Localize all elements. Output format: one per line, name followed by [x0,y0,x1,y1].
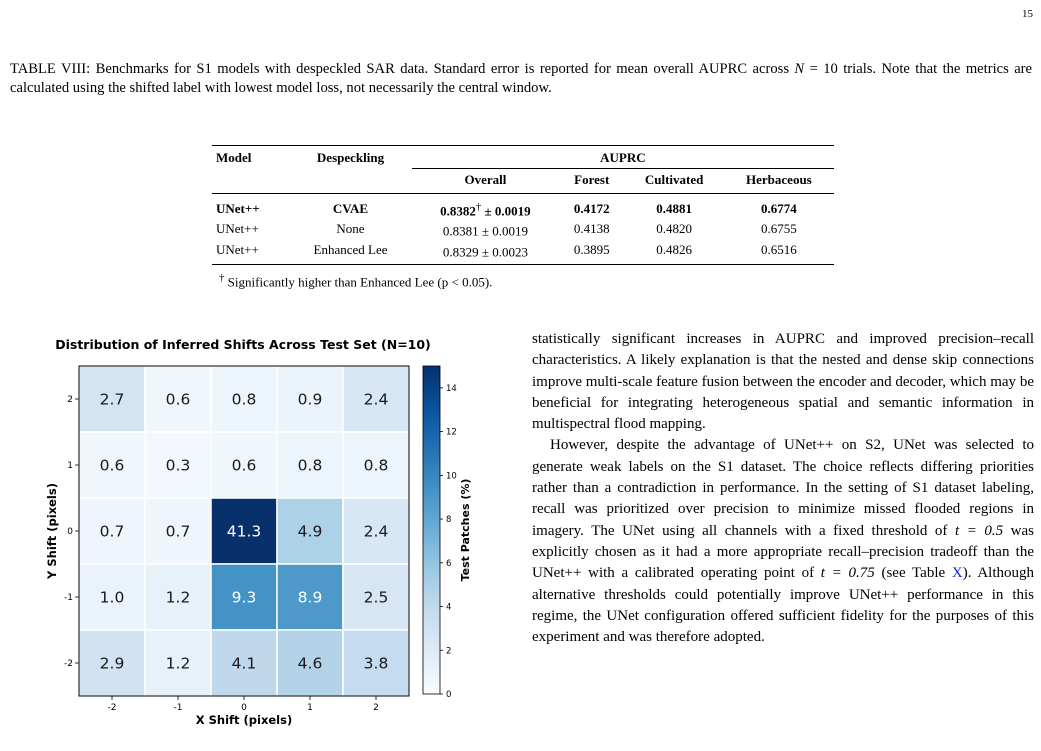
shift-heatmap [0,330,500,730]
colorbar-tick-label: 8 [446,515,452,526]
overall-cell: 0.8329 ± 0.0023 [442,243,528,259]
header-forest: Forest [574,172,610,187]
table-caption: TABLE VIII: Benchmarks for S1 models with despeckled SAR data. Standard error is reported for mean overall AUPRC across N = 10 trials. Note that the metrics are calculated using the shifted label with lowest model loss, not necessarily the central window. [10,61,1033,96]
cell-label: 8.9 [297,588,323,607]
cell-label: 1.0 [99,588,125,607]
table-row: UNet++ None 0.8381 ± 0.0019 0.4138 0.4820 0.6755 [212,219,834,239]
cell-label: 4.9 [297,522,323,541]
cell-label: 9.3 [231,588,257,607]
table-row: UNet++ Enhanced Lee 0.8329 ± 0.0023 0.3895 0.4826 0.6516 [212,240,834,265]
cell-label: 0.7 [99,522,125,541]
caption-label: TABLE VIII: [10,61,91,77]
cell-label: 0.8 [231,390,257,409]
cell-label: 41.3 [226,522,262,541]
x-tick-label: -1 [173,703,183,713]
colorbar-tick-label: 2 [446,646,452,657]
colorbar [423,366,440,694]
y-tick-label: -1 [64,593,73,603]
cell-label: 0.8 [363,456,389,475]
page-number: 15 [1022,8,1033,20]
cell-label: 2.7 [99,390,125,409]
colorbar-tick-label: 4 [446,602,452,613]
y-tick-label: 1 [67,461,73,471]
x-tick-label: 2 [373,703,379,713]
y-axis-label: Y Shift (pixels) [45,483,59,579]
table-footnote: † Significantly higher than Enhanced Lee (p < 0.05). [219,272,493,290]
cell-label: 0.8 [297,456,323,475]
overall-cell: 0.8381 ± 0.0019 [442,223,528,239]
cell-label: 2.4 [363,390,389,409]
paragraph-2: However, despite the advantage of UNet++ on S2, UNet was selected to generate weak labels on the S1 dataset. The choice reflects differing priorities rather than a contradiction in performance. In the setting of S1 dataset labeling, recall was prioritized over precision to minimize missed flooded regions in imagery. The UNet using all channels with a fixed threshold of t = 0.5 was explicitly chosen as it had a more appropriate recall–precision tradeoff than the UNet++ with a calibrated operating point of t = 0.75 (see Table X). Although alternative thresholds could potentially improve UNet++ performance in this regime, the UNet configuration offered sufficient fidelity for the purposes of this experiment and was therefore adopted. [532,437,1035,646]
header-herbaceous: Herbaceous [746,172,812,187]
paragraph-1: statistically significant increases in AUPRC and improved precision–recall characteristics. A likely explanation is that the nested and dense skip connections improve multi-scale feature fusion between the encoder and decoder, which may be beneficial for integrating heterogeneous spatial and semantic information in multispectral flood mapping. [532,331,1034,433]
cell-label: 1.2 [165,654,191,673]
y-tick-label: -2 [64,659,73,669]
colorbar-tick-label: 12 [446,427,457,438]
x-axis-label: X Shift (pixels) [195,713,293,727]
colorbar-tick-label: 14 [446,383,457,394]
benchmark-table [212,145,834,265]
header-auprc: AUPRC [412,146,834,169]
cell-label: 2.4 [363,522,389,541]
x-tick-label: 1 [307,703,313,713]
cell-label: 0.7 [165,522,191,541]
overall-cell: 0.8382† ± 0.0019 [440,201,531,219]
x-tick-label: 0 [241,703,247,713]
cell-label: 0.3 [165,456,191,475]
table-row: UNet++ CVAE 0.8382† ± 0.0019 0.4172 0.4881 0.6774 [212,194,834,220]
cell-label: 2.9 [99,654,125,673]
x-tick-label: -2 [107,703,117,713]
colorbar-tick-label: 0 [446,690,452,700]
chart-title: Distribution of Inferred Shifts Across Test Set (N=10) [55,337,431,352]
header-despeckling: Despeckling [316,150,385,166]
colorbar-tick-label: 6 [446,558,452,569]
cell-label: 1.2 [165,588,191,607]
cell-label: 3.8 [363,654,389,673]
cell-label: 4.1 [231,654,257,673]
table-ref-link[interactable]: X [951,565,963,582]
cell-label: 0.9 [297,390,323,409]
body-text [532,329,1034,648]
y-tick-label: 2 [67,395,73,405]
header-overall: Overall [464,172,507,187]
header-cultivated: Cultivated [644,172,704,187]
cell-label: 4.6 [297,654,323,673]
cell-label: 0.6 [99,456,125,475]
cell-label: 0.6 [165,390,191,409]
y-tick-label: 0 [67,527,73,537]
colorbar-tick-label: 10 [446,471,457,482]
header-model: Model [216,150,252,166]
colorbar-label: Test Patches (%) [459,478,472,582]
cell-label: 2.5 [363,588,389,607]
cell-label: 0.6 [231,456,257,475]
